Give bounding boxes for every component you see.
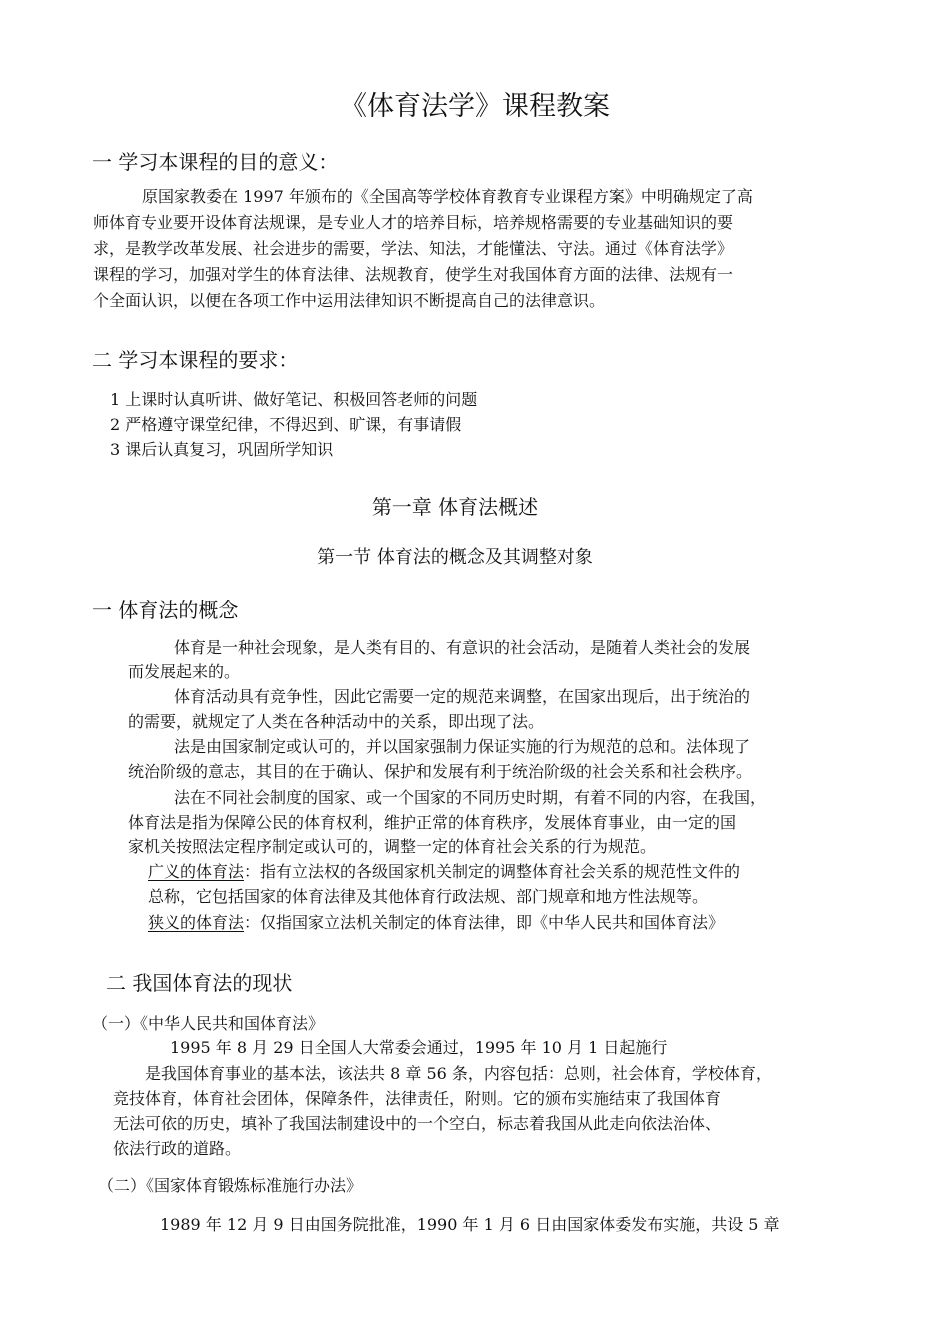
paragraph-line: 而发展起来的。 [128,662,241,681]
paragraph-line: 原国家教委在 1997 年颁布的《全国高等学校体育教育专业课程方案》中明确规定了高 [142,187,753,206]
section-heading-purpose: 一 学习本课程的目的意义： [92,150,339,174]
paragraph-line: 法是由国家制定或认可的，并以国家强制力保证实施的行为规范的总和。法体现了 [174,737,751,756]
paragraph-line: 体育法是指为保障公民的体育权利，维护正常的体育秩序，发展体育事业，由一定的国 [128,813,737,832]
broad-definition: ：指有立法权的各级国家机关制定的调整体育社会关系的规范性文件的 [244,862,741,881]
document-title: 《体育法学》课程教案 [340,91,610,122]
paragraph-line: 课程的学习，加强对学生的体育法律、法规教育，使学生对我国体育方面的法律、法规有一 [93,265,734,284]
paragraph-line: 家机关按照法定程序制定或认可的，调整一定的体育社会关系的行为规范。 [128,837,657,856]
paragraph-line: 师体育专业要开设体育法规课，是专业人才的培养目标，培养规格需要的专业基础知识的要 [93,213,734,232]
section-title: 第一节 体育法的概念及其调整对象 [317,547,593,568]
narrow-term: 狭义的体育法 [148,913,245,932]
paragraph-line: 体育活动具有竞争性，因此它需要一定的规范来调整，在国家出现后，出于统治的 [174,687,751,706]
paragraph-line: 依法行政的道路。 [113,1139,242,1158]
subsection-heading-concept: 一 体育法的概念 [92,598,239,622]
list-item: 2 严格遵守课堂纪律，不得迟到、旷课，有事请假 [110,415,462,434]
paragraph-line: 竞技体育，体育社会团体，保障条件，法律责任，附则。它的颁布实施结束了我国体育 [113,1089,722,1108]
subsection-heading-status: 二 我国体育法的现状 [106,971,293,995]
paragraph-line: 1989 年 12 月 9 日由国务院批准，1990 年 1 月 6 日由国家体委发布实施，共设 5 章 [160,1215,780,1234]
definition-broad [148,864,740,880]
list-item: 1 上课时认真听讲、做好笔记、积极回答老师的问题 [110,390,478,409]
paragraph-line: 统治阶级的意志，其目的在于确认、保护和发展有利于统治阶级的社会关系和社会秩序。 [128,762,753,781]
definition-narrow [148,915,724,931]
paragraph-line: 的需要，就规定了人类在各种活动中的关系，即出现了法。 [128,712,545,731]
broad-term: 广义的体育法 [148,862,245,881]
section-heading-requirements: 二 学习本课程的要求： [92,348,299,372]
paragraph-line: 体育是一种社会现象，是人类有目的、有意识的社会活动，是随着人类社会的发展 [174,638,751,657]
paragraph-line: 总称，它包括国家的体育法律及其他体育行政法规、部门规章和地方性法规等。 [148,887,709,906]
paragraph-line: 求，是教学改革发展、社会进步的需要，学法、知法，才能懂法、守法。通过《体育法学》 [93,239,734,258]
list-item: 3 课后认真复习，巩固所学知识 [110,440,334,459]
law-heading: （二）《国家体育锻炼标准施行办法》 [98,1176,363,1195]
paragraph-line: 无法可依的历史，填补了我国法制建设中的一个空白，标志着我国从此走向依法治体、 [113,1114,722,1133]
paragraph-line: 法在不同社会制度的国家、或一个国家的不同历史时期，有着不同的内容，在我国， [174,788,767,807]
narrow-definition: ：仅指国家立法机关制定的体育法律，即《中华人民共和国体育法》 [244,913,725,932]
paragraph-line: 个全面认识，以便在各项工作中运用法律知识不断提高自己的法律意识。 [93,291,606,310]
law-heading: （一）《中华人民共和国体育法》 [92,1014,325,1033]
chapter-title: 第一章 体育法概述 [371,495,539,519]
paragraph-line: 是我国体育事业的基本法，该法共 8 章 56 条，内容包括：总则，社会体育，学校体育， [145,1064,772,1083]
paragraph-line: 1995 年 8 月 29 日全国人大常委会通过，1995 年 10 月 1 日起施行 [170,1038,668,1057]
